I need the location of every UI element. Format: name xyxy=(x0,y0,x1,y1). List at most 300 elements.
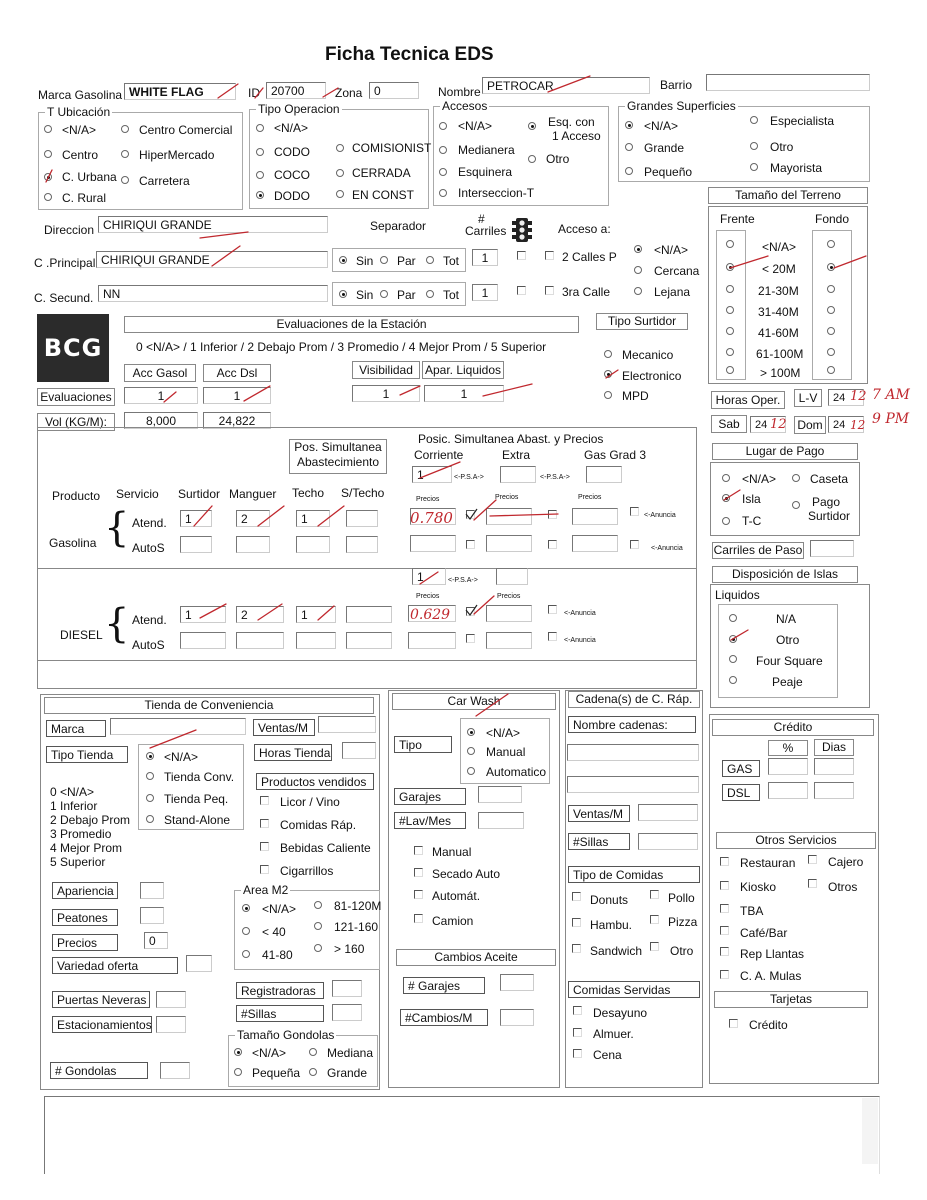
terreno-frente-label: Frente xyxy=(720,212,755,226)
area-na-radio[interactable] xyxy=(242,904,250,912)
gas-atend-check-2[interactable] xyxy=(548,510,557,519)
tienda-marca-field[interactable] xyxy=(110,718,246,735)
secund-tot-radio[interactable] xyxy=(426,290,434,298)
registradoras-label: Registradoras xyxy=(236,982,324,999)
comida-pizza-check[interactable] xyxy=(650,915,659,924)
ubicacion-centro-comercial-radio[interactable] xyxy=(121,125,129,133)
operacion-codo-radio[interactable] xyxy=(256,148,264,156)
carwash-camion-check[interactable] xyxy=(414,914,423,923)
credito-dsl-label: DSL xyxy=(722,784,760,801)
superficies-especialista-radio[interactable] xyxy=(750,116,758,124)
operacion-cerrada-radio[interactable] xyxy=(336,169,344,177)
principal-par-radio[interactable] xyxy=(380,256,388,264)
surtidor-mecanico-label: Mecanico xyxy=(622,348,674,362)
fondo-41-60-radio[interactable] xyxy=(827,327,835,335)
credito-dsl-dias-field[interactable] xyxy=(814,782,854,799)
credito-pct-header: % xyxy=(768,740,808,756)
prod-bebidas-check[interactable] xyxy=(260,842,269,851)
comida-donuts-check[interactable] xyxy=(572,892,581,901)
pago-isla-radio[interactable] xyxy=(722,494,730,502)
pago-na-radio[interactable] xyxy=(722,474,730,482)
gas-autos-surtidor-field[interactable] xyxy=(180,536,212,553)
cadena-ventas-field[interactable] xyxy=(638,804,698,821)
dsl-atend-check-1[interactable] xyxy=(466,607,475,616)
islas-four-square-radio[interactable] xyxy=(729,655,737,663)
comida-otro-label: Otro xyxy=(670,944,694,958)
tarjeta-credito-label: Crédito xyxy=(749,1018,788,1032)
principal-2calles-label: 2 Calles P xyxy=(562,250,617,264)
servicio-cafe-check[interactable] xyxy=(720,926,729,935)
dsl-autos-price[interactable] xyxy=(408,632,456,649)
barrio-label: Barrio xyxy=(660,78,693,92)
servida-almuer-label: Almuer. xyxy=(593,1027,634,1041)
c-secund-field[interactable]: NN xyxy=(98,285,328,302)
islas-na-radio[interactable] xyxy=(729,614,737,622)
surtidor-mpd-radio[interactable] xyxy=(604,391,612,399)
tienda-title: Tienda de Conveniencia xyxy=(44,697,374,714)
terreno-frente-column xyxy=(716,230,746,380)
acceso-na-radio[interactable] xyxy=(634,245,642,253)
ubicacion-c-urbana-radio[interactable] xyxy=(44,173,52,181)
barrio-field[interactable] xyxy=(706,74,870,91)
gas-atend-surtidor-field[interactable]: 1 xyxy=(180,510,212,527)
puertas-neveras-field[interactable] xyxy=(156,991,186,1008)
principal-carriles-field[interactable]: 1 xyxy=(472,249,498,266)
accesos-1acceso-label: 1 Acceso xyxy=(552,129,601,143)
operacion-na-radio[interactable] xyxy=(256,124,264,132)
accesos-na-radio[interactable] xyxy=(439,122,447,130)
gas-psa-label-1: <-P.S.A-> xyxy=(454,474,484,481)
dsl-autos-stecho-field[interactable] xyxy=(346,632,392,649)
carwash-lavmes-field[interactable] xyxy=(478,812,524,829)
peatones-label: Peatones xyxy=(52,909,118,926)
accesos-interseccion-radio[interactable] xyxy=(439,189,447,197)
dsl-autos-surtidor-field[interactable] xyxy=(180,632,226,649)
precios-label-2: Precios xyxy=(495,494,519,501)
extra-label: Extra xyxy=(502,448,531,462)
fondo-21-30-radio[interactable] xyxy=(827,285,835,293)
tienda-sillas-label: #Sillas xyxy=(236,1005,324,1022)
c-principal-field[interactable]: CHIRIQUI GRANDE xyxy=(96,251,328,268)
acc-dsl-header: Acc Dsl xyxy=(203,364,271,382)
servida-cena-label: Cena xyxy=(593,1048,622,1062)
gas-autos-anuncia-check[interactable] xyxy=(630,540,639,549)
gas-autos-stecho-field[interactable] xyxy=(346,536,378,553)
credito-dias-header: Dias xyxy=(814,739,854,756)
carwash-garajes-field[interactable] xyxy=(478,786,522,803)
operacion-codo-label: CODO xyxy=(274,145,310,159)
notes-area[interactable] xyxy=(44,1096,880,1174)
marca-gasolina-field[interactable]: WHITE FLAG xyxy=(124,83,236,100)
dsl-autos-price-extra[interactable] xyxy=(486,632,532,649)
credito-gas-dias-field[interactable] xyxy=(814,758,854,775)
gas-atend-techo-field[interactable]: 1 xyxy=(296,510,330,527)
fondo-20-radio[interactable] xyxy=(827,263,835,271)
frente-41-60-radio[interactable] xyxy=(726,327,734,335)
surtidor-mpd-label: MPD xyxy=(622,389,649,403)
precios-tienda-field[interactable]: 0 xyxy=(144,932,168,949)
horas-dom-label: Dom xyxy=(794,416,826,434)
comida-otro-check[interactable] xyxy=(650,942,659,951)
principal-par-label: Par xyxy=(397,254,416,268)
carriles-paso-field[interactable] xyxy=(810,540,854,557)
servicio-llantas-check[interactable] xyxy=(720,947,729,956)
carriles-paso-label: Carriles de Paso xyxy=(713,543,803,557)
superficies-otro-label: Otro xyxy=(770,140,794,154)
posic-simultanea-label: Posic. Simultanea Abast. y Precios xyxy=(418,432,604,446)
servicio-cajero-label: Cajero xyxy=(828,855,864,869)
cadena-nombre-field-1[interactable] xyxy=(567,744,699,761)
prod-bebidas-label: Bebidas Caliente xyxy=(280,841,371,855)
secund-sin-radio[interactable] xyxy=(339,290,347,298)
gond-pequena-label: Pequeña xyxy=(252,1066,301,1080)
evaluaciones-title: Evaluaciones de la Estación xyxy=(124,316,579,333)
frente-na-radio[interactable] xyxy=(726,240,734,248)
acceso-lejana-radio[interactable] xyxy=(634,287,642,295)
servicio-tba-check[interactable] xyxy=(720,904,729,913)
gasolina-label: Gasolina xyxy=(49,536,97,550)
otros-servicios-title: Otros Servicios xyxy=(716,832,876,849)
pago-tc-radio[interactable] xyxy=(722,517,730,525)
carwash-manual-check[interactable] xyxy=(414,846,423,855)
gas-autos-manguer-field[interactable] xyxy=(236,536,270,553)
tienda-scale-1: 1 Inferior xyxy=(50,799,98,813)
gas-atend-price-extra[interactable] xyxy=(486,508,532,525)
gas-autos-price-grad3[interactable] xyxy=(572,535,618,552)
fondo-31-40-radio[interactable] xyxy=(827,306,835,314)
operacion-dodo-radio[interactable] xyxy=(256,191,264,199)
islas-title: Disposición de Islas xyxy=(712,566,858,583)
horas-tienda-label: Horas Tienda xyxy=(254,744,332,761)
superficies-mayorista-radio[interactable] xyxy=(750,163,758,171)
cadena-sillas-field[interactable] xyxy=(638,833,698,850)
pago-caseta-radio[interactable] xyxy=(792,474,800,482)
cambios-m-field[interactable] xyxy=(500,1009,534,1026)
eval-acc-dsl-field[interactable]: 1 xyxy=(203,387,271,404)
servicio-otros-check[interactable] xyxy=(808,879,817,888)
secund-carriles-field[interactable]: 1 xyxy=(472,284,498,301)
area-160-label: > 160 xyxy=(334,942,365,956)
servicio-label: Servicio xyxy=(116,487,159,501)
area-121-160-radio[interactable] xyxy=(314,922,322,930)
gas-psa-extra-field[interactable] xyxy=(500,466,536,483)
gas-autos-techo-field[interactable] xyxy=(296,536,330,553)
accesos-medianera-radio[interactable] xyxy=(439,146,447,154)
comidas-servidas-label: Comidas Servidas xyxy=(568,981,700,998)
gond-na-radio[interactable] xyxy=(234,1048,242,1056)
operacion-en-const-radio[interactable] xyxy=(336,190,344,198)
area-na-label: <N/A> xyxy=(262,902,297,916)
eval-acc-gasol-field[interactable]: 1 xyxy=(124,387,198,404)
superficies-title: Grandes Superficies xyxy=(627,99,736,113)
secund-3racalle-label: 3ra Calle xyxy=(562,285,611,299)
gond-mediana-radio[interactable] xyxy=(309,1048,317,1056)
credito-dsl-pct-field[interactable] xyxy=(768,782,808,799)
secund-check-1[interactable] xyxy=(517,286,526,295)
estacionamientos-field[interactable] xyxy=(156,1016,186,1033)
area-81-120-radio[interactable] xyxy=(314,901,322,909)
tienda-standalone-radio[interactable] xyxy=(146,815,154,823)
fondo-na-radio[interactable] xyxy=(827,240,835,248)
principal-sin-radio[interactable] xyxy=(339,256,347,264)
operacion-comisionist-label: COMISIONIST xyxy=(352,141,432,155)
frente-21-30-radio[interactable] xyxy=(726,285,734,293)
prod-comidas-label: Comidas Ráp. xyxy=(280,818,357,832)
gondolas-field[interactable] xyxy=(160,1062,190,1079)
accesos-esquinera-radio[interactable] xyxy=(439,168,447,176)
principal-tot-label: Tot xyxy=(443,254,460,268)
dsl-autos-anuncia-check[interactable] xyxy=(548,632,557,641)
dsl-autos-check-1[interactable] xyxy=(466,634,475,643)
corriente-label: Corriente xyxy=(414,448,464,462)
dsl-atend-anuncia-check[interactable] xyxy=(548,605,557,614)
terreno-21-30-label: 21-30M xyxy=(758,284,799,298)
eval-visibilidad-field[interactable]: 1 xyxy=(352,385,420,402)
surtidor-electronico-radio[interactable] xyxy=(604,370,612,378)
carwash-camion-label: Camion xyxy=(432,914,474,928)
acceso-cercana-radio[interactable] xyxy=(634,266,642,274)
accesos-interseccion-label: Interseccion-T xyxy=(458,186,535,200)
servida-desayuno-check[interactable] xyxy=(573,1006,582,1015)
area-41-80-label: 41-80 xyxy=(262,948,293,962)
apar-liquidos-header: Apar. Liquidos xyxy=(422,361,504,379)
acceso-cercana-label: Cercana xyxy=(654,264,700,278)
dsl-atend-anuncia-label: <-Anuncia xyxy=(564,610,596,617)
diesel-brace: { xyxy=(104,601,130,647)
dsl-autos-manguer-field[interactable] xyxy=(236,632,284,649)
superficies-otro-radio[interactable] xyxy=(750,142,758,150)
terreno-fondo-column xyxy=(812,230,852,380)
horas-dom-field[interactable]: 24 xyxy=(828,416,864,433)
dsl-atend-stecho-field[interactable] xyxy=(346,606,392,623)
area-40-label: < 40 xyxy=(262,925,286,939)
dsl-psa-field[interactable]: 1 xyxy=(412,568,446,585)
ubicacion-na-label: <N/A> xyxy=(62,123,97,137)
carriles-label: Carriles xyxy=(465,224,507,238)
pago-tc-label: T-C xyxy=(742,514,762,528)
dsl-autos-anuncia-label: <-Anuncia xyxy=(564,637,596,644)
gasolina-brace: { xyxy=(104,505,130,551)
gas-autos-price-corriente[interactable] xyxy=(410,535,456,552)
tienda-sillas-field[interactable] xyxy=(332,1004,362,1021)
credito-title: Crédito xyxy=(712,719,874,736)
credito-gas-label: GAS xyxy=(722,760,760,777)
gas-atend-price-grad3[interactable] xyxy=(572,508,618,525)
registradoras-field[interactable] xyxy=(332,980,362,997)
area-121-160-label: 121-160 xyxy=(334,920,379,934)
cambios-aceite-title: Cambios Aceite xyxy=(396,949,556,966)
islas-four-square-label: Four Square xyxy=(756,654,823,668)
traffic-light-icon xyxy=(512,217,532,243)
tam-gondolas-title: Tamaño Gondolas xyxy=(237,1028,335,1042)
variedad-field[interactable] xyxy=(186,955,212,972)
gas-autos-price-extra[interactable] xyxy=(486,535,532,552)
carriles-hash-label: # xyxy=(478,212,485,226)
accesos-esq-label: Esq. con xyxy=(548,115,595,129)
notes-scrollbar[interactable] xyxy=(862,1098,878,1164)
evaluaciones-scale: 0 <N/A> / 1 Inferior / 2 Debajo Prom / 3 Promedio / 4 Mejor Prom / 5 Superior xyxy=(136,340,547,354)
dsl-atend-manguer-field[interactable]: 2 xyxy=(236,606,284,623)
carwash-lavmes-label: #Lav/Mes xyxy=(394,812,466,829)
gond-grande-radio[interactable] xyxy=(309,1068,317,1076)
prod-cigarrillos-check[interactable] xyxy=(260,865,269,874)
fondo-100-radio[interactable] xyxy=(827,366,835,374)
islas-peaje-radio[interactable] xyxy=(729,676,737,684)
servicio-kiosko-check[interactable] xyxy=(720,881,729,890)
ubicacion-c-rural-radio[interactable] xyxy=(44,193,52,201)
frente-20-radio[interactable] xyxy=(726,263,734,271)
frente-61-100-radio[interactable] xyxy=(726,348,734,356)
fondo-61-100-radio[interactable] xyxy=(827,348,835,356)
tienda-scale-5: 5 Superior xyxy=(50,855,106,869)
superficies-na-radio[interactable] xyxy=(625,121,633,129)
carwash-na-radio[interactable] xyxy=(467,728,475,736)
tienda-ventas-field[interactable] xyxy=(318,716,376,733)
zona-field[interactable]: 0 xyxy=(369,82,419,99)
eval-apar-liquidos-field[interactable]: 1 xyxy=(424,385,504,402)
tienda-na-radio[interactable] xyxy=(146,752,154,760)
comida-pizza-label: Pizza xyxy=(668,915,698,929)
handwritten-sab-hours: 12 xyxy=(770,417,787,432)
nombre-field[interactable]: PETROCAR xyxy=(482,77,650,94)
horas-sab-field[interactable]: 24 xyxy=(750,416,786,433)
area-41-80-radio[interactable] xyxy=(242,950,250,958)
frente-100-radio[interactable] xyxy=(726,366,734,374)
superficies-mayorista-label: Mayorista xyxy=(770,161,823,175)
pago-surtidor-radio[interactable] xyxy=(792,501,800,509)
ubicacion-hipermercado-radio[interactable] xyxy=(121,150,129,158)
servida-almuer-check[interactable] xyxy=(573,1028,582,1037)
id-field[interactable]: 20700 xyxy=(266,82,326,99)
operacion-coco-radio[interactable] xyxy=(256,171,264,179)
id-label: ID xyxy=(248,86,260,100)
superficies-pequeno-radio[interactable] xyxy=(625,167,633,175)
dsl-atend-surtidor-field[interactable]: 1 xyxy=(180,606,226,623)
ubicacion-centro-radio[interactable] xyxy=(44,150,52,158)
ubicacion-na-radio[interactable] xyxy=(44,125,52,133)
ubicacion-hipermercado-label: HiperMercado xyxy=(139,148,215,162)
dsl-atend-label: Atend. xyxy=(132,613,167,627)
superficies-grande-radio[interactable] xyxy=(625,143,633,151)
accesos-esq-radio[interactable] xyxy=(528,122,536,130)
c-principal-label: C .Principal xyxy=(34,256,96,270)
bcg-logo-text: BCG xyxy=(43,334,103,362)
accesos-na-label: <N/A> xyxy=(458,119,493,133)
carwash-manual-label: Manual xyxy=(486,745,526,759)
servicio-restauran-check[interactable] xyxy=(720,857,729,866)
gas-psa-corriente-field[interactable]: 1 xyxy=(412,466,452,483)
gas-autos-check-1[interactable] xyxy=(466,540,475,549)
diesel-label: DIESEL xyxy=(60,628,103,642)
prod-comidas-check[interactable] xyxy=(260,819,269,828)
tarjetas-title: Tarjetas xyxy=(714,991,868,1008)
area-160-radio[interactable] xyxy=(314,944,322,952)
operacion-en-const-label: EN CONST xyxy=(352,188,415,202)
gas-atend-anuncia-label: <-Anuncia xyxy=(644,512,676,519)
principal-2calles-check[interactable] xyxy=(545,251,554,260)
prod-licor-check[interactable] xyxy=(260,796,269,805)
servicio-mulas-check[interactable] xyxy=(720,970,729,979)
comida-pollo-check[interactable] xyxy=(650,890,659,899)
gas-atend-stecho-field[interactable] xyxy=(346,510,378,527)
servida-cena-check[interactable] xyxy=(573,1049,582,1058)
gas-atend-check-1[interactable] xyxy=(466,510,475,519)
secund-par-radio[interactable] xyxy=(380,290,388,298)
tienda-scale-2: 2 Debajo Prom xyxy=(50,813,131,827)
dsl-autos-techo-field[interactable] xyxy=(296,632,336,649)
tienda-peq-radio[interactable] xyxy=(146,794,154,802)
manguer-col-label: Manguer xyxy=(229,487,277,501)
frente-31-40-radio[interactable] xyxy=(726,306,734,314)
operacion-comisionist-radio[interactable] xyxy=(336,144,344,152)
cadena-nombre-field-2[interactable] xyxy=(567,776,699,793)
principal-tot-radio[interactable] xyxy=(426,256,434,264)
peatones-field[interactable] xyxy=(140,907,164,924)
dsl-precios-label-2: Precios xyxy=(497,593,521,600)
vol-dsl-field[interactable]: 24,822 xyxy=(203,412,271,429)
tienda-conv-radio[interactable] xyxy=(146,772,154,780)
gas-atend-anuncia-check[interactable] xyxy=(630,507,639,516)
carwash-auto-label: Automatico xyxy=(486,765,547,779)
terreno-61-100-label: 61-100M xyxy=(756,347,804,361)
tipo-surtidor-title: Tipo Surtidor xyxy=(596,313,688,330)
cambios-garajes-field[interactable] xyxy=(500,974,534,991)
puertas-neveras-label: Puertas Neveras xyxy=(52,991,150,1008)
horas-tienda-field[interactable] xyxy=(342,742,376,759)
islas-otro-radio[interactable] xyxy=(729,635,737,643)
carwash-auto-radio[interactable] xyxy=(467,767,475,775)
comida-sandwich-check[interactable] xyxy=(572,944,581,953)
islas-na-label: N/A xyxy=(776,612,797,626)
dsl-psa-extra-field[interactable] xyxy=(496,568,528,585)
servicio-cajero-check[interactable] xyxy=(808,855,817,864)
principal-sin-label: Sin xyxy=(356,254,374,268)
c-secund-label: C. Secund. xyxy=(34,291,94,305)
horas-lv-field[interactable]: 24 xyxy=(828,389,864,406)
gond-pequena-radio[interactable] xyxy=(234,1068,242,1076)
surtidor-mecanico-radio[interactable] xyxy=(604,350,612,358)
superficies-na-label: <N/A> xyxy=(644,119,679,133)
carwash-secado-check[interactable] xyxy=(414,868,423,877)
gondolas-label: # Gondolas xyxy=(50,1062,148,1079)
carwash-automat-check[interactable] xyxy=(414,890,423,899)
vol-gas-field[interactable]: 8,000 xyxy=(124,412,198,429)
comida-hambu-check[interactable] xyxy=(572,918,581,927)
terreno-fondo-label: Fondo xyxy=(815,212,850,226)
area-40-radio[interactable] xyxy=(242,927,250,935)
gas-atend-manguer-field[interactable]: 2 xyxy=(236,510,270,527)
accesos-otro-radio[interactable] xyxy=(528,155,536,163)
secund-3racalle-check[interactable] xyxy=(545,286,554,295)
carwash-manual-radio[interactable] xyxy=(467,747,475,755)
principal-check-1[interactable] xyxy=(517,251,526,260)
tarjeta-credito-check[interactable] xyxy=(729,1019,738,1028)
apariencia-field[interactable] xyxy=(140,882,164,899)
acceso-a-label: Acceso a: xyxy=(558,222,611,236)
dsl-atend-techo-field[interactable]: 1 xyxy=(296,606,336,623)
gas-psa-grad3-field[interactable] xyxy=(586,466,622,483)
ubicacion-title: T Ubicación xyxy=(47,105,111,119)
credito-gas-pct-field[interactable] xyxy=(768,758,808,775)
terreno-na-label: <N/A> xyxy=(762,240,797,254)
gond-grande-label: Grande xyxy=(327,1066,368,1080)
ubicacion-carretera-radio[interactable] xyxy=(121,176,129,184)
dsl-atend-price-extra[interactable] xyxy=(486,605,532,622)
ubicacion-carretera-label: Carretera xyxy=(139,174,190,188)
direccion-field[interactable]: CHIRIQUI GRANDE xyxy=(98,216,328,233)
gas-autos-check-2[interactable] xyxy=(548,540,557,549)
dsl-precios-label-1: Precios xyxy=(416,593,440,600)
